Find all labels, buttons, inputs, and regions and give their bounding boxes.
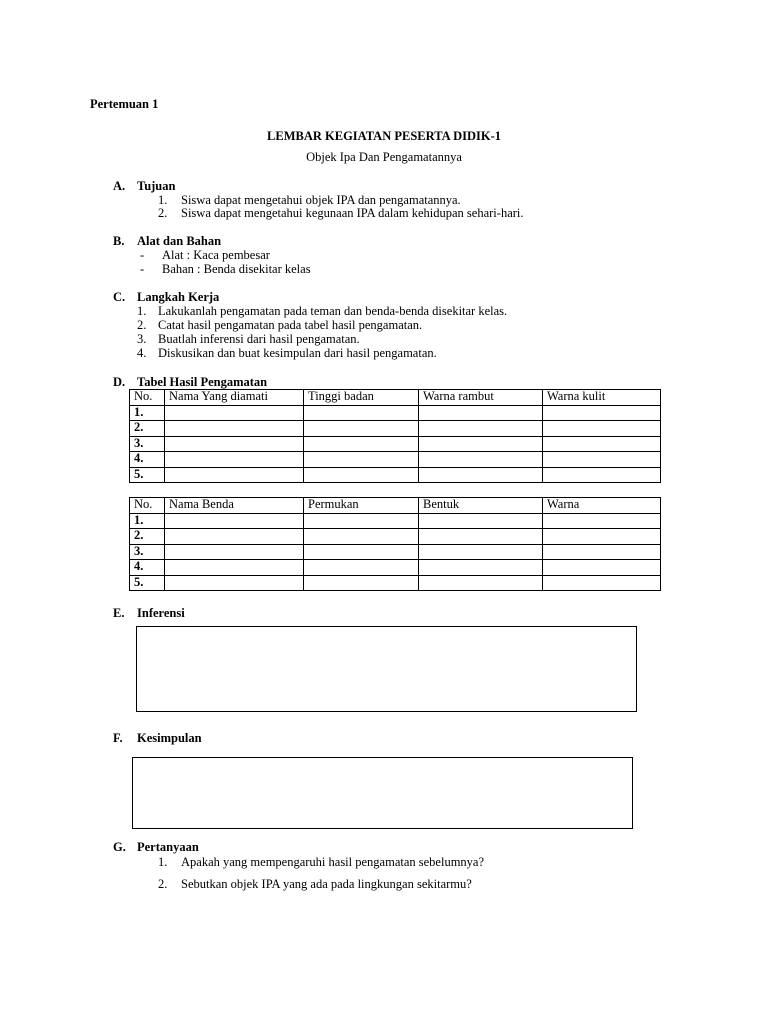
row-number: 5. [130, 575, 165, 591]
row-number: 3. [130, 436, 165, 452]
table-row [130, 544, 661, 560]
row-number: 5. [130, 467, 165, 483]
table-cell[interactable] [304, 560, 419, 576]
table-header-cell: Permukan [304, 498, 419, 514]
table-cell[interactable] [419, 405, 543, 421]
section-f-heading: Kesimpulan [137, 731, 202, 745]
list-item-number: 1. [137, 304, 147, 318]
row-number: 4. [130, 452, 165, 468]
table-cell[interactable] [419, 467, 543, 483]
table-header-row [130, 498, 661, 514]
conclusion-answer-box[interactable] [132, 757, 633, 829]
observation-table-objects [129, 497, 661, 591]
table-cell[interactable] [419, 513, 543, 529]
list-item-number: 2. [158, 877, 168, 891]
table-header-cell: Nama Yang diamati [165, 390, 304, 406]
table-cell[interactable] [304, 421, 419, 437]
table-cell[interactable] [165, 436, 304, 452]
table-cell[interactable] [419, 436, 543, 452]
table-cell[interactable] [543, 513, 661, 529]
section-a-heading: Tujuan [137, 179, 176, 193]
section-b-letter: B. [113, 234, 125, 248]
table-cell[interactable] [165, 544, 304, 560]
list-item-number: 1. [158, 193, 168, 207]
section-c-heading: Langkah Kerja [137, 290, 220, 304]
list-item-text: Alat : Kaca pembesar [162, 248, 270, 262]
table-cell[interactable] [543, 560, 661, 576]
table-cell[interactable] [165, 452, 304, 468]
table-cell[interactable] [543, 544, 661, 560]
table-row [130, 421, 661, 437]
table-cell[interactable] [165, 529, 304, 545]
table-cell[interactable] [304, 467, 419, 483]
section-a-letter: A. [113, 179, 126, 193]
table-cell[interactable] [543, 575, 661, 591]
list-item-text: Lakukanlah pengamatan pada teman dan benda-benda disekitar kelas. [158, 304, 508, 318]
table-cell[interactable] [543, 405, 661, 421]
table-row [130, 467, 661, 483]
table-cell[interactable] [543, 421, 661, 437]
table-cell[interactable] [304, 452, 419, 468]
table-header-cell: Tinggi badan [304, 390, 419, 406]
table-cell[interactable] [165, 560, 304, 576]
table-row [130, 560, 661, 576]
table-row [130, 405, 661, 421]
table-cell[interactable] [304, 405, 419, 421]
row-number: 1. [130, 513, 165, 529]
list-item-text: Buatlah inferensi dari hasil pengamatan. [158, 332, 360, 346]
table-cell[interactable] [419, 529, 543, 545]
table-header-row [130, 390, 661, 406]
table-cell[interactable] [543, 436, 661, 452]
table-cell[interactable] [419, 560, 543, 576]
table-header-cell: Warna kulit [543, 390, 661, 406]
table-cell[interactable] [304, 529, 419, 545]
list-item-number: 2. [137, 318, 147, 332]
inference-answer-box[interactable] [136, 626, 637, 712]
table-row [130, 436, 661, 452]
table-cell[interactable] [165, 467, 304, 483]
table-row [130, 513, 661, 529]
section-d-letter: D. [113, 375, 126, 389]
table-cell[interactable] [165, 513, 304, 529]
table-cell[interactable] [304, 436, 419, 452]
observation-table-people [129, 389, 661, 483]
table-row [130, 529, 661, 545]
list-item-text: Bahan : Benda disekitar kelas [162, 262, 311, 276]
table-header-cell: Bentuk [419, 498, 543, 514]
section-e-heading: Inferensi [137, 606, 185, 620]
table-header-cell: Nama Benda [165, 498, 304, 514]
table-cell[interactable] [304, 575, 419, 591]
row-number: 3. [130, 544, 165, 560]
list-item-number: 2. [158, 206, 168, 220]
row-number: 2. [130, 529, 165, 545]
table-cell[interactable] [165, 575, 304, 591]
table-cell[interactable] [419, 575, 543, 591]
list-item-text: Catat hasil pengamatan pada tabel hasil pengamatan. [158, 318, 423, 332]
table-header-cell: Warna [543, 498, 661, 514]
document-title: LEMBAR KEGIATAN PESERTA DIDIK-1 [267, 129, 501, 143]
table-cell[interactable] [304, 544, 419, 560]
table-cell[interactable] [543, 452, 661, 468]
list-item-bullet: - [140, 262, 145, 276]
section-g-heading: Pertanyaan [137, 840, 199, 854]
row-number: 2. [130, 421, 165, 437]
table-cell[interactable] [419, 452, 543, 468]
list-item-text: Apakah yang mempengaruhi hasil pengamatan sebelumnya? [181, 855, 485, 869]
list-item-text: Siswa dapat mengetahui kegunaan IPA dalam kehidupan sehari-hari. [181, 206, 524, 220]
section-b-heading: Alat dan Bahan [137, 234, 222, 248]
table-cell[interactable] [165, 405, 304, 421]
table-row [130, 575, 661, 591]
section-e-letter: E. [113, 606, 125, 620]
list-item-number: 3. [137, 332, 147, 346]
list-item-bullet: - [140, 248, 145, 262]
table-header-cell: Warna rambut [419, 390, 543, 406]
list-item-number: 1. [158, 855, 168, 869]
row-number: 1. [130, 405, 165, 421]
table-cell[interactable] [543, 529, 661, 545]
document-subtitle: Objek Ipa Dan Pengamatannya [306, 150, 462, 164]
list-item-text: Siswa dapat mengetahui objek IPA dan pengamatannya. [181, 193, 461, 207]
section-d-heading: Tabel Hasil Pengamatan [137, 375, 268, 389]
section-c-letter: C. [113, 290, 126, 304]
section-g-letter: G. [113, 840, 126, 854]
table-cell[interactable] [304, 513, 419, 529]
table-header-cell: No. [130, 390, 165, 406]
list-item-text: Sebutkan objek IPA yang ada pada lingkungan sekitarmu? [181, 877, 472, 891]
table-cell[interactable] [543, 467, 661, 483]
table-cell[interactable] [419, 421, 543, 437]
table-row [130, 452, 661, 468]
list-item-text: Diskusikan dan buat kesimpulan dari hasil pengamatan. [158, 346, 437, 360]
table-cell[interactable] [419, 544, 543, 560]
meeting-label: Pertemuan 1 [90, 97, 159, 111]
table-cell[interactable] [165, 421, 304, 437]
row-number: 4. [130, 560, 165, 576]
table-header-cell: No. [130, 498, 165, 514]
list-item-number: 4. [137, 346, 147, 360]
section-f-letter: F. [113, 731, 123, 745]
